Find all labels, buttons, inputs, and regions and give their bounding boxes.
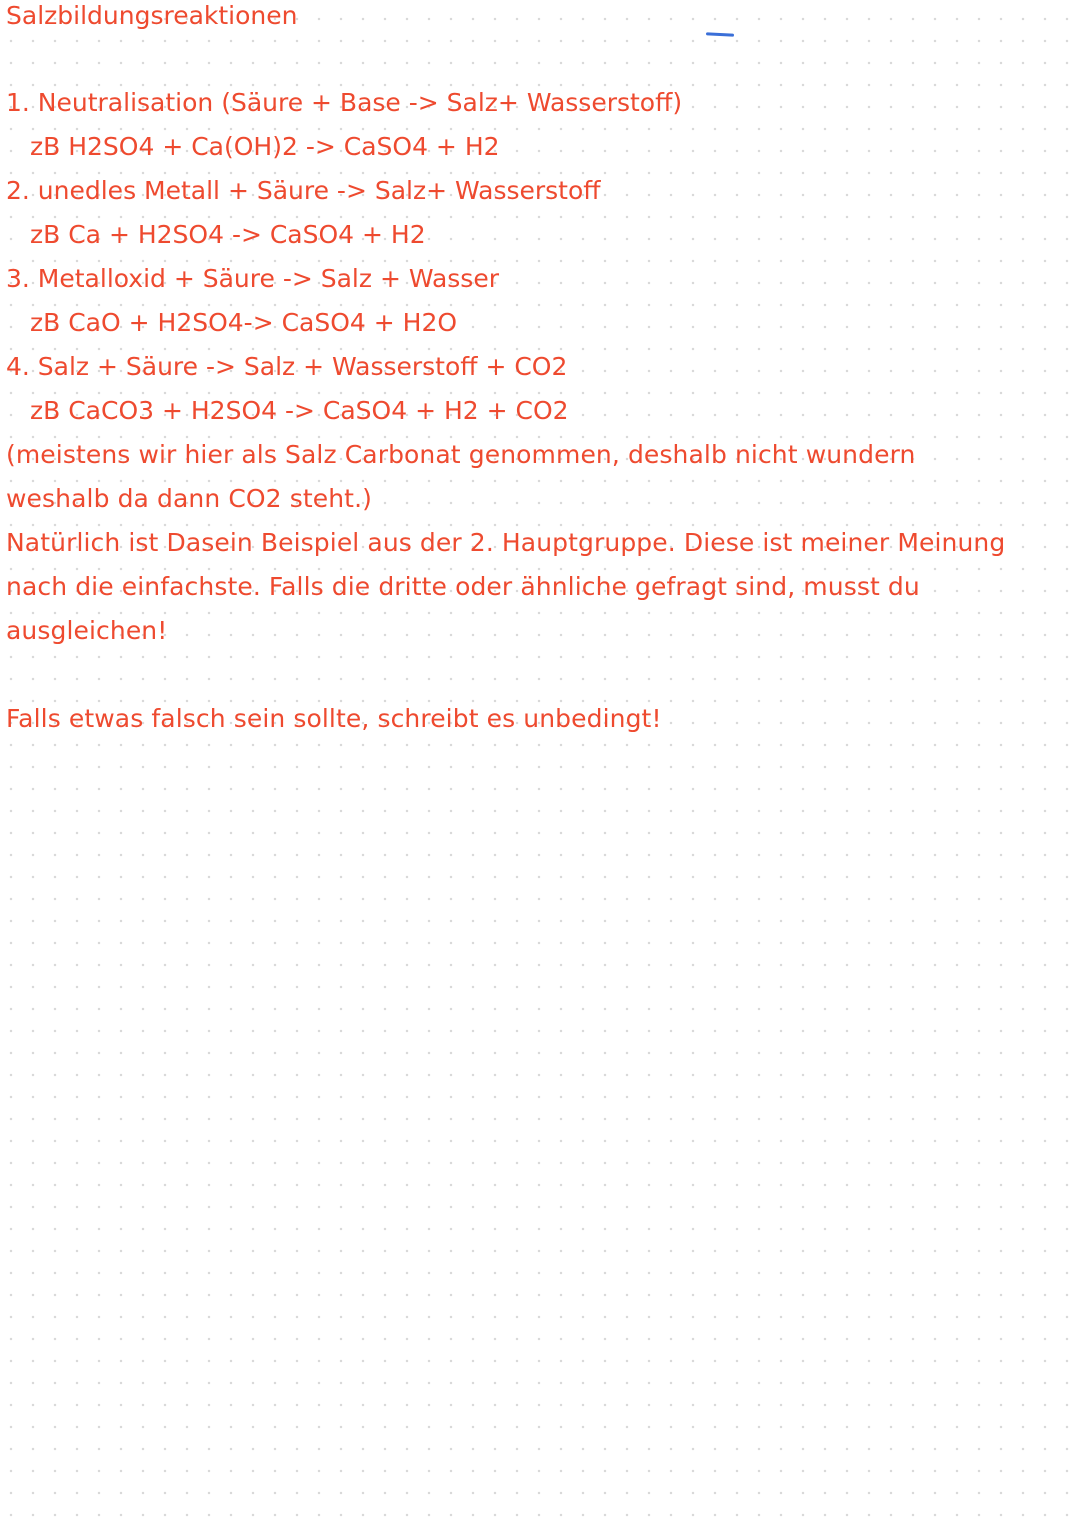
- reaction-3-example: zB CaO + H2SO4-> CaSO4 + H2O: [30, 308, 458, 337]
- reaction-2-heading: 2. unedles Metall + Säure -> Salz+ Wasserstoff: [6, 176, 601, 205]
- reaction-1-heading: 1. Neutralisation (Säure + Base -> Salz+ Wasserstoff): [6, 88, 683, 117]
- reaction-2-example: zB Ca + H2SO4 -> CaSO4 + H2: [30, 220, 426, 249]
- reaction-4-example: zB CaCO3 + H2SO4 -> CaSO4 + H2 + CO2: [30, 396, 569, 425]
- pen-stroke-mark: [706, 32, 734, 36]
- reaction-1-example: zB H2SO4 + Ca(OH)2 -> CaSO4 + H2: [30, 132, 500, 161]
- carbonate-note: (meistens wir hier als Salz Carbonat genommen, deshalb nicht wundern weshalb da dann CO2 steht.): [6, 440, 916, 513]
- reaction-3-heading: 3. Metalloxid + Säure -> Salz + Wasser: [6, 264, 499, 293]
- page-title: Salzbildungsreaktionen: [6, 1, 298, 30]
- closing-note: Falls etwas falsch sein sollte, schreibt es unbedingt!: [6, 704, 662, 733]
- reaction-4-heading: 4. Salz + Säure -> Salz + Wasserstoff + CO2: [6, 352, 568, 381]
- main-group-note: Natürlich ist Dasein Beispiel aus der 2. Hauptgruppe. Diese ist meiner Meinung nach die einfachste. Falls die dritte oder ähnliche gefragt sind, musst du ausgleichen!: [6, 528, 1006, 645]
